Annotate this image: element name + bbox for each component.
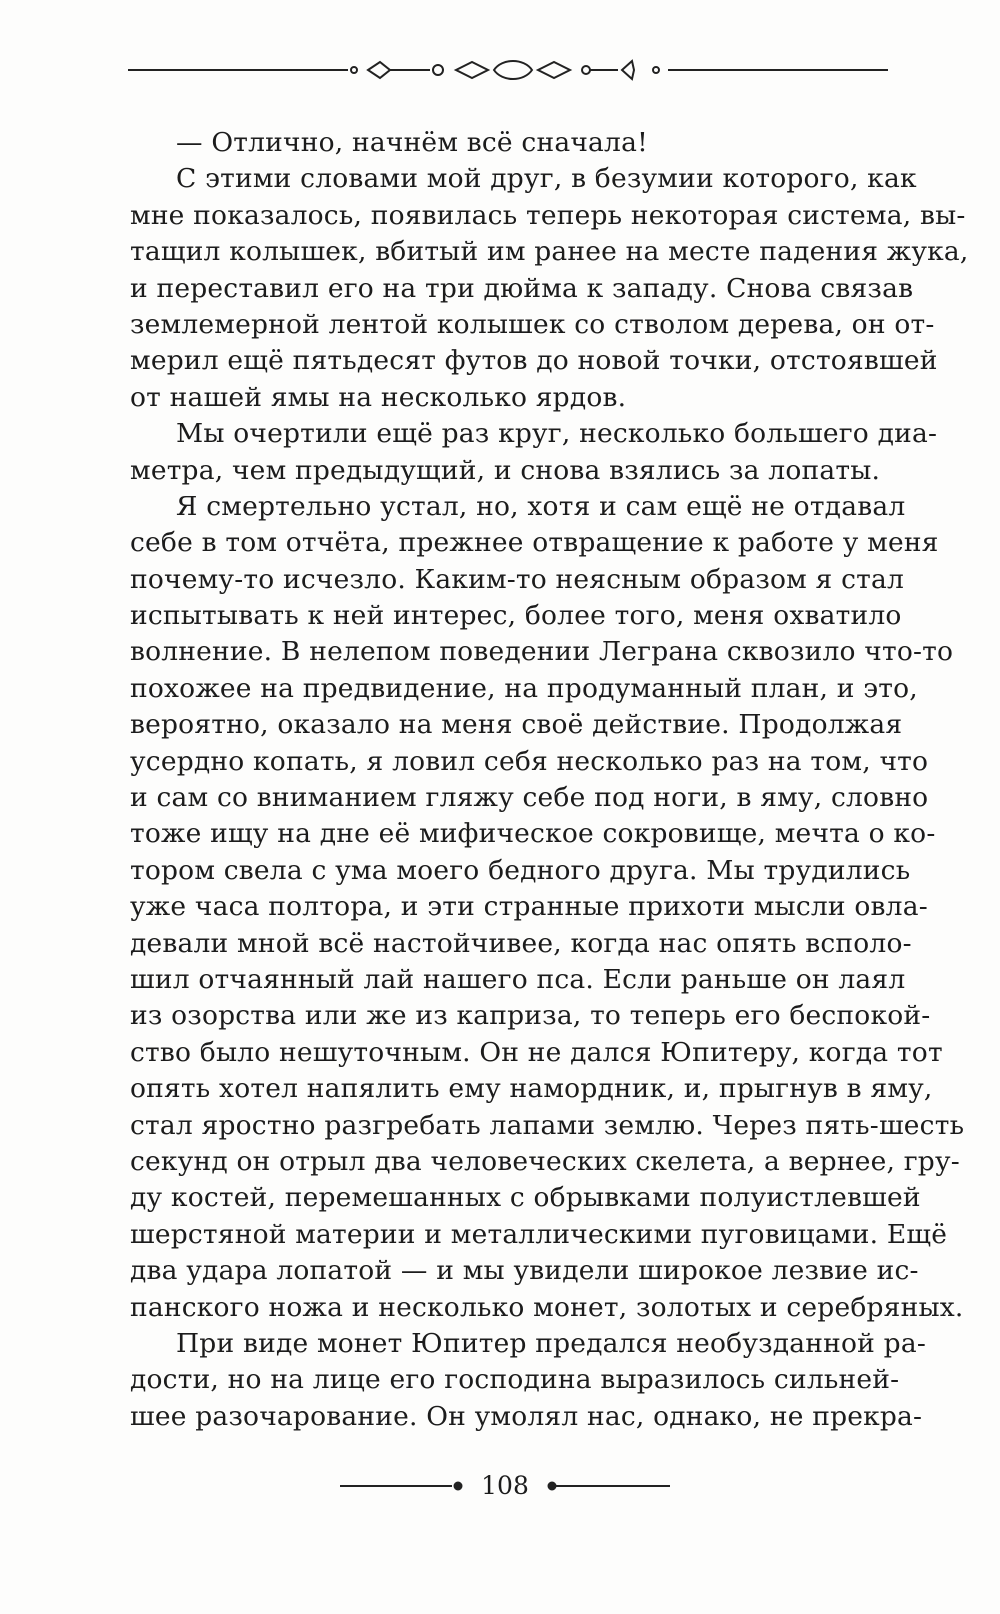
text-line: почему-то исчезло. Каким-то неясным образом я стал [130,563,905,595]
text-line: волнение. В нелепом поведении Леграна сквозило что-то [130,636,954,668]
text-line: секунд он отрыл два человеческих скелета, а вернее, гру- [130,1145,960,1177]
page-footer [340,1466,670,1506]
text-line: мерил ещё пятьдесят футов до новой точки, отстоявшей [130,345,938,377]
text-line: себе в том отчёта, прежнее отвращение к работе у меня [130,527,939,559]
text-line: уже часа полтора, и эти странные прихоти мысли овла- [130,891,928,923]
ornament-dot [351,67,357,73]
text-line: тоже ищу на дне её мифическое сокровище, мечта о ко- [130,818,936,850]
ornament-diamond [538,62,570,78]
page-number: 108 [466,1470,544,1502]
text-line: С этими словами мой друг, в безумии которого, как [176,163,917,195]
text-line: усердно копать, я ловил себя несколько раз на том, что [130,745,929,777]
footer-dot-left [455,1483,462,1490]
text-line: тащил колышек, вбитый им ранее на месте падения жука, [130,236,969,268]
text-line: ство было нешуточным. Он не дался Юпитеру, когда тот [130,1036,943,1068]
text-line: из озорства или же из каприза, то теперь его беспокой- [130,1000,931,1032]
page-text [130,125,969,1435]
text-line: метра, чем предыдущий, и снова взялись за лопаты. [130,454,881,486]
ornament-dot [653,67,659,73]
ornament-leaf-right [622,61,634,79]
footer-dot-right [549,1483,556,1490]
text-line: и переставил его на три дюйма к западу. Снова связав [130,272,914,304]
text-line: мне показалось, появилась теперь некоторая система, вы- [130,199,966,231]
ornament-dot [582,66,590,74]
text-line: землемерной лентой колышек со стволом дерева, он от- [130,308,935,340]
text-line: девали мной всё настойчивее, когда нас опять всполо- [130,927,912,959]
text-line: Мы очертили ещё раз круг, несколько большего диа- [176,418,938,450]
ornament-center-oval [494,61,532,79]
text-line: от нашей ямы на несколько ярдов. [130,381,627,413]
text-line: шерстяной материи и металлическими пуговицами. Ещё [130,1218,948,1250]
text-line: вероятно, оказало на меня своё действие. Продолжая [130,709,903,741]
top-ornament-divider [128,52,888,88]
ornament-dot [433,65,443,75]
ornament-diamond [456,62,488,78]
text-line: стал яростно разгребать лапами землю. Через пять-шесть [130,1109,965,1141]
text-line: тором свела с ума моего бедного друга. Мы трудились [130,854,911,886]
text-line: опять хотел напялить ему намордник, и, прыгнув в яму, [130,1073,933,1105]
text-line: шее разочарование. Он умолял нас, однако, не прекра- [130,1400,923,1432]
text-line: испытывать к ней интерес, более того, меня охватило [130,600,902,632]
text-line: похожее на предвидение, на продуманный план, и это, [130,672,918,704]
text-line: панского ножа и несколько монет, золотых и серебряных. [130,1291,964,1323]
text-line: ду костей, перемешанных с обрывками полуистлевшей [130,1182,921,1214]
text-line: и сам со вниманием гляжу себе под ноги, в яму, словно [130,782,929,814]
text-line: Я смертельно устал, но, хотя и сам ещё не отдавал [176,490,906,522]
text-line: При виде монет Юпитер предался необузданной ра- [176,1327,926,1359]
ornament-leaf-left [368,62,390,78]
text-line: — Отлично, начнём всё сначала! [176,127,648,158]
text-line: шил отчаянный лай нашего пса. Если раньше он лаял [130,963,906,995]
text-line: дости, но на лице его господина выразилось сильней- [130,1364,900,1396]
text-line: два удара лопатой — и мы увидели широкое лезвие ис- [130,1255,919,1287]
